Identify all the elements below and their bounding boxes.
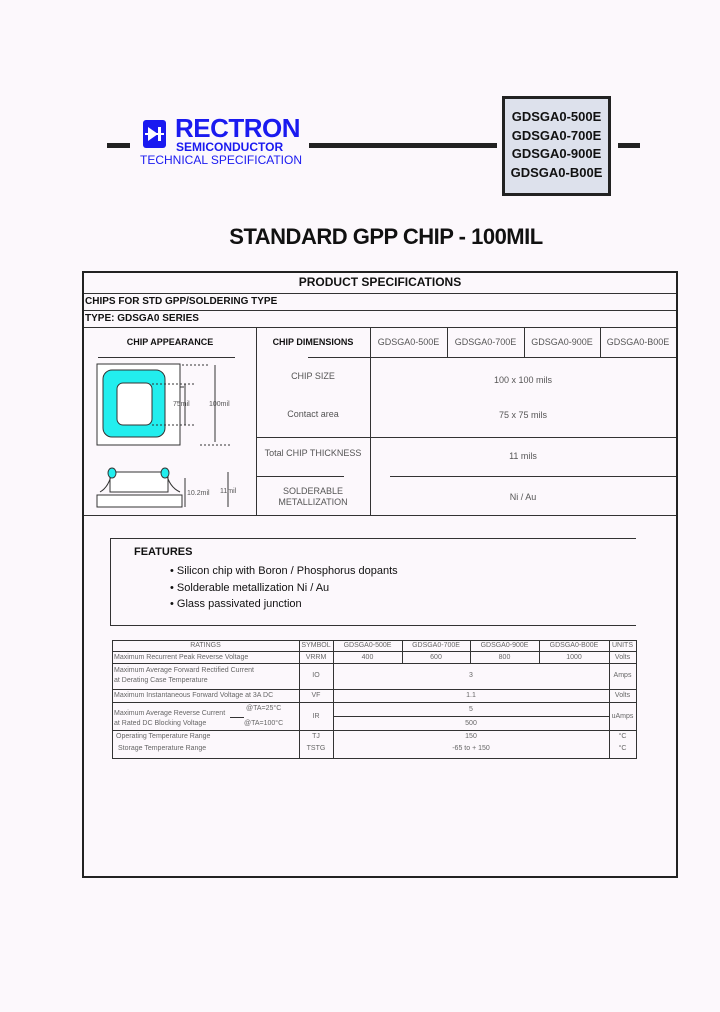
vrrm-value: 600 — [430, 654, 442, 661]
tj-value: 150 — [465, 733, 477, 740]
vf-value: 1.1 — [466, 692, 476, 699]
tstg-label: Storage Temperature Range — [118, 745, 207, 752]
vrrm-label: Maximum Recurrent Peak Reverse Voltage — [114, 654, 249, 661]
ir-value: 500 — [465, 720, 477, 727]
ir-value: 5 — [469, 706, 473, 713]
vrrm-value: 1000 — [566, 654, 582, 661]
contact-area-value: 75 x 75 mils — [498, 410, 548, 420]
ir-symbol: IR — [312, 713, 320, 720]
thickness-value: 11 mils — [509, 451, 537, 461]
vf-unit: Volts — [614, 692, 631, 699]
tj-unit: °C — [618, 733, 627, 740]
part-number: GDSGA0-700E — [511, 127, 602, 143]
chip-appearance-label: CHIP APPEARANCE — [126, 337, 214, 347]
label: SOLDERABLE — [282, 486, 344, 496]
header-units: UNITS — [612, 642, 633, 649]
ir-unit: uAmps — [611, 713, 634, 720]
header-part: GDSGA0-900E — [480, 642, 529, 649]
header-ratings: RATINGS — [190, 642, 221, 649]
io-value: 3 — [469, 672, 473, 679]
vrrm-unit: Volts — [614, 654, 631, 661]
tstg-symbol: TSTG — [306, 745, 326, 752]
ir-label: at Rated DC Blocking Voltage — [114, 720, 207, 727]
height-dimension: 10.2mil — [187, 490, 210, 497]
vrrm-value: 400 — [361, 654, 374, 661]
tj-label: Operating Temperature Range — [116, 733, 211, 740]
column-header: GDSGA0-B00E — [606, 337, 670, 347]
header-part: GDSGA0-700E — [412, 642, 460, 649]
feature-item: • Glass passivated junction — [170, 598, 302, 610]
column-header: GDSGA0-700E — [454, 337, 517, 347]
header-symbol: SYMBOL — [301, 642, 331, 649]
divider — [107, 143, 130, 148]
column-header: GDSGA0-500E — [377, 337, 440, 347]
chip-size-label: CHIP SIZE — [291, 371, 335, 381]
ir-condition: @TA=100°C — [244, 720, 284, 727]
thickness-label: Total CHIP THICKNESS — [264, 448, 362, 458]
feature-text: Solderable metallization Ni / Au — [176, 581, 330, 594]
column-header: GDSGA0-900E — [531, 337, 593, 347]
io-label: at Derating Case Temperature — [114, 677, 208, 684]
features-list — [170, 563, 398, 613]
chip-dimensions-label: CHIP DIMENSIONS — [272, 337, 354, 347]
tj-symbol: TJ — [312, 733, 320, 740]
tstg-value: -65 to + 150 — [452, 745, 490, 752]
label: METALLIZATION — [278, 497, 348, 507]
vf-symbol: VF — [311, 692, 321, 699]
series-line: TYPE: GDSGA0 SERIES — [85, 313, 199, 324]
brand-name: RECTRON — [175, 113, 301, 143]
feature-item: • Silicon chip with Boron / Phosphorus dopants — [170, 565, 398, 577]
part-number-box — [502, 96, 611, 196]
divider — [618, 143, 640, 148]
feature-item: • Solderable metallization Ni / Au — [170, 581, 330, 594]
chip-size-value: 100 x 100 mils — [493, 375, 553, 385]
total-height-dimension: 11mil — [220, 488, 237, 495]
part-number: GDSGA0-500E — [511, 109, 602, 124]
feature-text: Silicon chip with Boron / Phosphorus dopants — [176, 565, 398, 577]
header-part: GDSGA0-500E — [343, 642, 392, 649]
feature-text: Glass passivated junction — [176, 598, 302, 610]
metallization-value: Ni / Au — [509, 492, 537, 502]
rectron-logo-icon — [143, 120, 166, 148]
ir-label: Maximum Average Reverse Current — [114, 710, 226, 717]
contact-area-label: Contact area — [287, 409, 339, 419]
part-number: GDSGA0-B00E — [510, 164, 603, 180]
features-title: FEATURES — [134, 546, 193, 558]
chip-type-line: CHIPS FOR STD GPP/SOLDERING TYPE — [85, 296, 278, 307]
vf-label: Maximum Instantaneous Forward Voltage at 3A DC — [114, 692, 274, 699]
tagline: TECHNICAL SPECIFICATION — [140, 153, 303, 167]
part-number: GDSGA0-900E — [511, 146, 602, 161]
divider — [309, 143, 497, 148]
io-unit: Amps — [613, 672, 632, 679]
vrrm-value: 800 — [498, 654, 511, 661]
ir-condition: @TA=25°C — [246, 705, 282, 712]
io-symbol: IO — [312, 672, 320, 679]
page-title: STANDARD GPP CHIP - 100MIL — [229, 224, 543, 249]
outer-dimension: 100mil — [209, 401, 230, 408]
brand-sub: SEMICONDUCTOR — [176, 140, 284, 154]
spec-heading: PRODUCT SPECIFICATIONS — [298, 275, 462, 289]
metallization-label — [256, 486, 370, 508]
header-part: GDSGA0-B00E — [549, 642, 599, 649]
inner-dimension: 75mil — [173, 401, 190, 408]
tstg-unit: °C — [618, 745, 627, 752]
io-label: Maximum Average Forward Rectified Current — [114, 667, 254, 674]
vrrm-symbol: VRRM — [305, 654, 327, 661]
